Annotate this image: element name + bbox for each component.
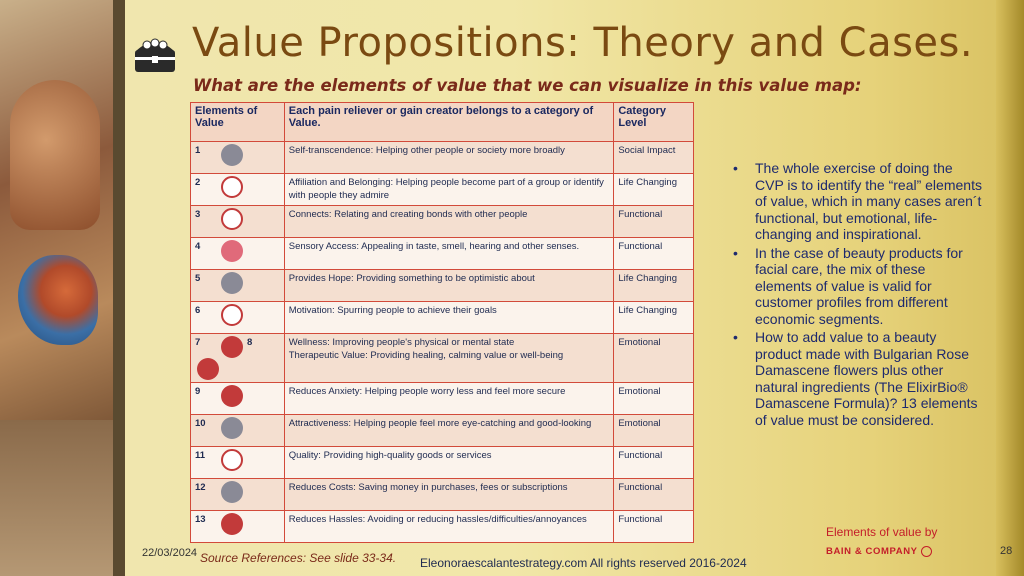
hope-icon [221, 272, 243, 294]
table-row [191, 415, 694, 447]
table-row [191, 302, 694, 334]
element-number: 8 [247, 337, 253, 348]
table-row [191, 479, 694, 511]
element-number-cell [191, 479, 285, 511]
page-number: 28 [1000, 545, 1013, 557]
bain-caption: Elements of value by [826, 525, 938, 539]
bullet-list [733, 160, 983, 430]
element-number-cell [191, 142, 285, 174]
sensory-icon [221, 240, 243, 262]
elements-of-value-table [190, 102, 694, 543]
bullet-item: • The whole exercise of doing the CVP is to identify the “real” elements of value, which in many cases aren´t functional, but emotional, life-changing and inspirational. [733, 160, 983, 243]
element-number: 11 [195, 450, 206, 461]
anxiety-icon [221, 385, 243, 407]
divider-bar [113, 0, 125, 576]
element-number: 9 [195, 386, 201, 397]
page-subtitle: What are the elements of value that we can visualize in this value map: [193, 76, 862, 95]
element-description: Quality: Providing high-quality goods or services [284, 447, 614, 479]
element-number-cell [191, 238, 285, 270]
table-row [191, 206, 694, 238]
element-description: Provides Hope: Providing something to be optimistic about [284, 270, 614, 302]
motivation-icon [221, 304, 243, 326]
affiliation-icon [221, 176, 243, 198]
table-row [191, 238, 694, 270]
bird-image [18, 255, 98, 345]
element-number: 4 [195, 241, 201, 252]
header-category: Category Level [614, 103, 694, 142]
element-description: Affiliation and Belonging: Helping people become part of a group or identify with people they admire [284, 174, 614, 206]
clay-pot-image [10, 80, 100, 230]
footer-copyright: Eleonoraescalantestrategy.com All rights reserved 2016-2024 [420, 556, 747, 570]
element-number: 2 [195, 177, 201, 188]
bullet-item: • In the case of beauty products for facial care, the mix of these elements of value is valid for customer profiles from different economic segments. [733, 245, 983, 328]
element-number: 12 [195, 482, 206, 493]
element-number: 13 [195, 514, 206, 525]
element-number: 1 [195, 145, 201, 156]
element-number-cell [191, 302, 285, 334]
category-level: Life Changing [614, 302, 694, 334]
category-level: Emotional [614, 334, 694, 383]
bain-logo [826, 546, 932, 557]
quality-icon [221, 449, 243, 471]
category-level: Life Changing [614, 270, 694, 302]
decorative-painting [0, 0, 124, 576]
element-number-cell [191, 270, 285, 302]
table-row [191, 447, 694, 479]
category-level: Functional [614, 447, 694, 479]
table-row [191, 142, 694, 174]
category-level: Functional [614, 238, 694, 270]
category-level: Social Impact [614, 142, 694, 174]
table-header-row [191, 103, 694, 142]
element-number: 10 [195, 418, 206, 429]
category-level: Functional [614, 511, 694, 543]
connects-icon [221, 208, 243, 230]
element-number-cell [191, 383, 285, 415]
category-level: Emotional [614, 415, 694, 447]
bain-circle-icon [921, 546, 932, 557]
header-elements: Elements of Value [191, 103, 285, 142]
element-description: Connects: Relating and creating bonds with other people [284, 206, 614, 238]
element-description: Sensory Access: Appealing in taste, smell, hearing and other senses. [284, 238, 614, 270]
element-number-cell [191, 511, 285, 543]
element-number-cell [191, 174, 285, 206]
table-row [191, 334, 694, 383]
therapeutic-icon [197, 358, 219, 380]
page-title: Value Propositions: Theory and Cases. [192, 20, 974, 66]
table-row [191, 174, 694, 206]
wellness-icon [221, 336, 243, 358]
element-number-cell [191, 334, 285, 383]
category-level: Emotional [614, 383, 694, 415]
reduces-hassles-icon [221, 513, 243, 535]
self-transcendence-icon [221, 144, 243, 166]
element-number-cell [191, 415, 285, 447]
element-description: Reduces Anxiety: Helping people worry less and feel more secure [284, 383, 614, 415]
treasure-chest-icon [131, 34, 179, 76]
table-row [191, 511, 694, 543]
element-number-cell [191, 447, 285, 479]
element-description: Self-transcendence: Helping other people or society more broadly [284, 142, 614, 174]
bain-logo-text: BAIN & COMPANY [826, 546, 918, 558]
slide-date: 22/03/2024 [142, 547, 198, 559]
element-description: Reduces Hassles: Avoiding or reducing hassles/difficulties/annoyances [284, 511, 614, 543]
source-references: Source References: See slide 33-34. [200, 551, 397, 565]
category-level: Functional [614, 206, 694, 238]
element-description: Attractiveness: Helping people feel more eye-catching and good-looking [284, 415, 614, 447]
element-number-cell [191, 206, 285, 238]
category-level: Functional [614, 479, 694, 511]
bowl-image [0, 420, 124, 576]
header-description: Each pain reliever or gain creator belongs to a category of Value. [284, 103, 614, 142]
element-number: 7 [195, 337, 201, 348]
attractiveness-icon [221, 417, 243, 439]
category-level: Life Changing [614, 174, 694, 206]
table-row [191, 383, 694, 415]
element-number: 3 [195, 209, 201, 220]
element-number: 6 [195, 305, 201, 316]
table-row [191, 270, 694, 302]
bullet-item: • How to add value to a beauty product made with Bulgarian Rose Damascene flowers plus other natural ingredients (The ElixirBio® Damascene Formula)? 13 elements of value must be considered. [733, 329, 983, 428]
element-number: 5 [195, 273, 201, 284]
element-description: Reduces Costs: Saving money in purchases, fees or subscriptions [284, 479, 614, 511]
element-description: Motivation: Spurring people to achieve their goals [284, 302, 614, 334]
right-edge-decoration [996, 0, 1024, 576]
element-description: Wellness: Improving people's physical or mental state Therapeutic Value: Providing healing, calming value or well-being [284, 334, 614, 383]
reduces-costs-icon [221, 481, 243, 503]
